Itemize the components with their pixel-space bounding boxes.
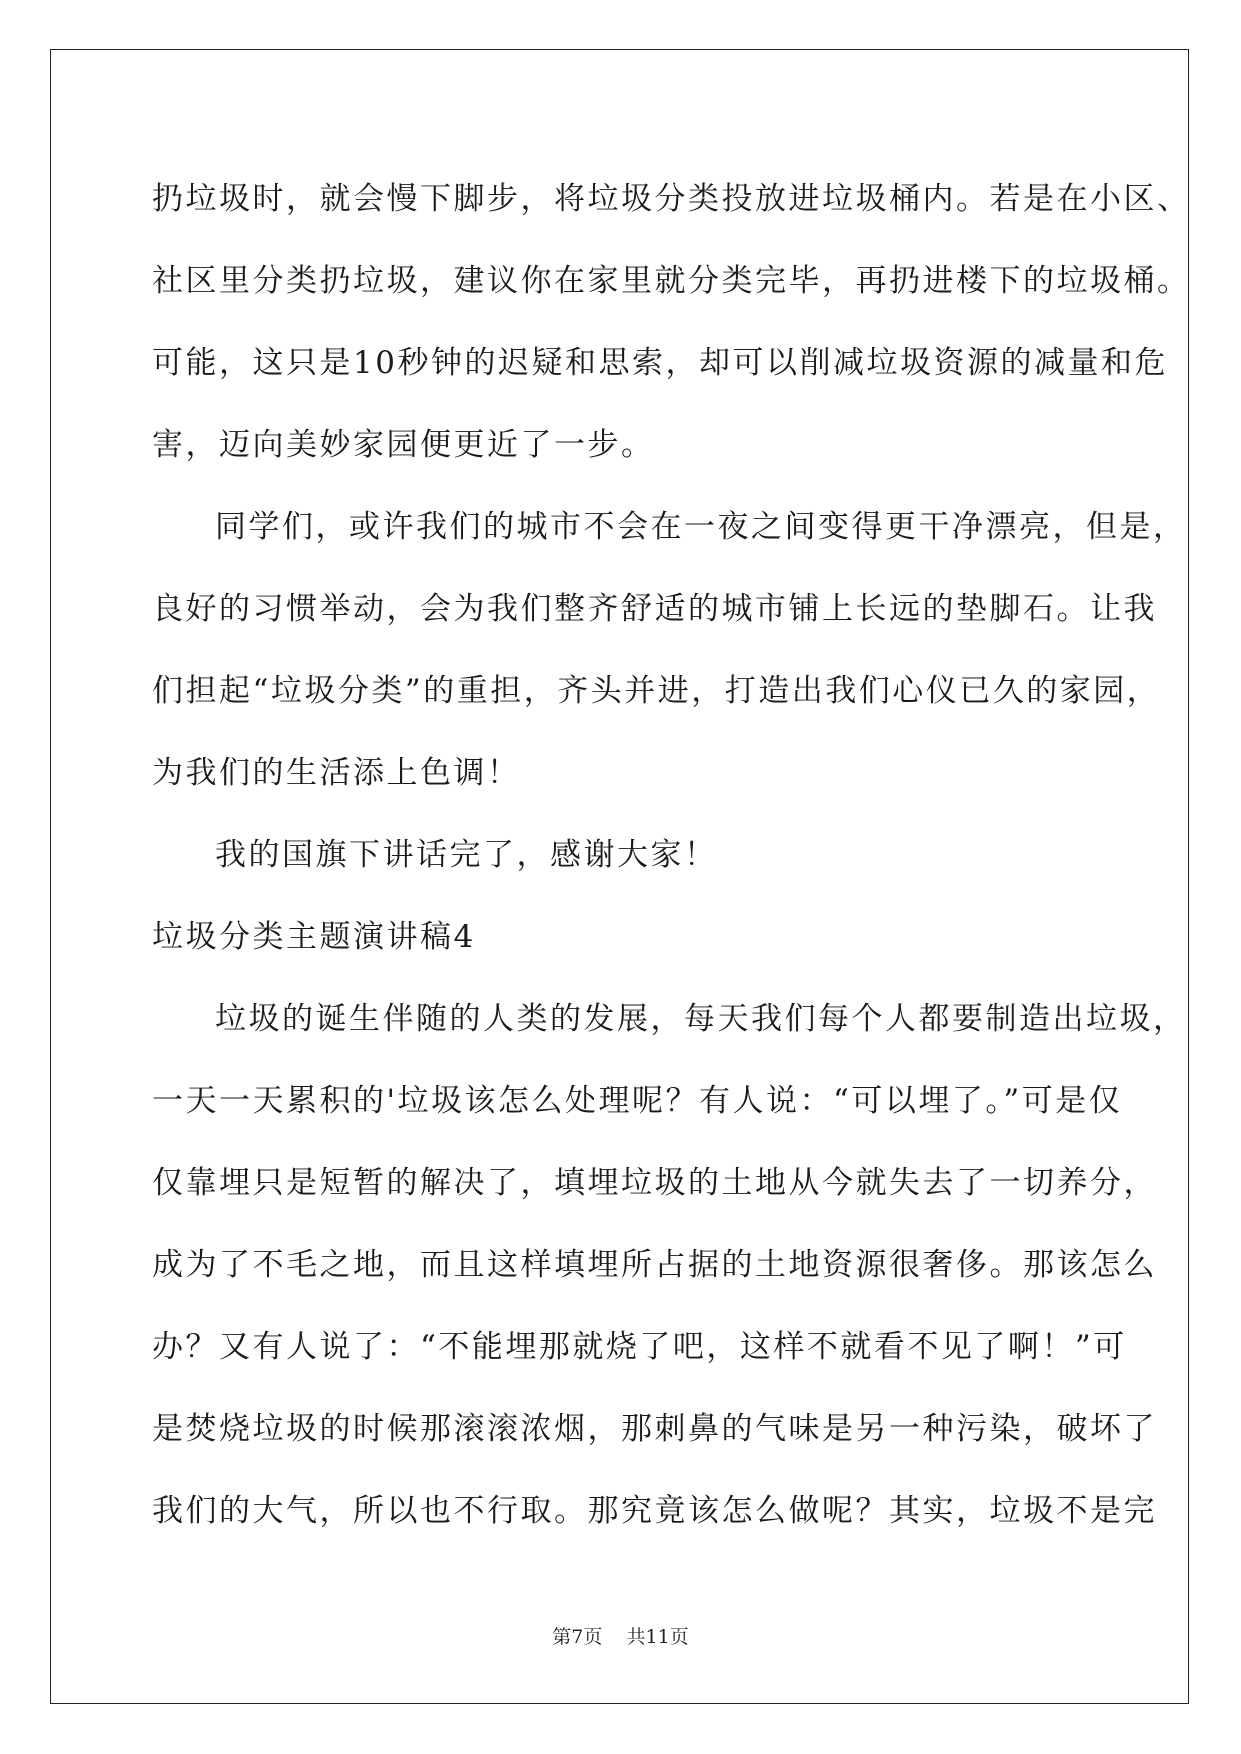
page-number-footer: 第7页 共11页 <box>552 1626 689 1648</box>
text-line: 是焚烧垃圾的时候那滚滚浓烟，那刺鼻的气味是另一种污染，破坏了 <box>152 1411 1157 1447</box>
text-line: 扔垃圾时，就会慢下脚步，将垃圾分类投放进垃圾桶内。若是在小区、 <box>152 181 1191 217</box>
document-body <box>152 158 1191 1552</box>
text-line: 可能，这只是10秒钟的迟疑和思索，却可以削减垃圾资源的减量和危 <box>152 345 1168 381</box>
text-line: 良好的习惯举动，会为我们整齐舒适的城市铺上长远的垫脚石。让我 <box>152 591 1157 627</box>
text-line: 社区里分类扔垃圾，建议你在家里就分类完毕，再扔进楼下的垃圾桶。 <box>152 263 1191 299</box>
text-line: 垃圾的诞生伴随的人类的发展，每天我们每个人都要制造出垃圾， <box>215 1001 1187 1037</box>
text-line: 成为了不毛之地，而且这样填埋所占据的土地资源很奢侈。那该怎么 <box>152 1247 1157 1283</box>
text-line: 我的国旗下讲话完了，感谢大家！ <box>215 837 718 873</box>
text-line: 我们的大气，所以也不行取。那究竟该怎么做呢？其实，垃圾不是完 <box>152 1493 1157 1529</box>
text-line: 为我们的生活添上色调！ <box>152 755 521 791</box>
text-line: 们担起“垃圾分类”的重担，齐头并进，打造出我们心仪已久的家园， <box>152 673 1161 709</box>
text-line: 一天一天累积的'垃圾该怎么处理呢？有人说：“可以埋了。”可是仅 <box>152 1083 1123 1119</box>
text-line: 仅靠埋只是短暂的解决了，填埋垃圾的土地从今就失去了一切养分， <box>152 1165 1157 1201</box>
text-line: 垃圾分类主题演讲稿4 <box>152 919 476 955</box>
text-line: 害，迈向美妙家园便更近了一步。 <box>152 427 655 463</box>
text-line: 办？又有人说了：“不能埋那就烧了吧，这样不就看不见了啊！”可 <box>152 1329 1127 1365</box>
text-line: 同学们，或许我们的城市不会在一夜之间变得更干净漂亮，但是， <box>215 509 1187 545</box>
